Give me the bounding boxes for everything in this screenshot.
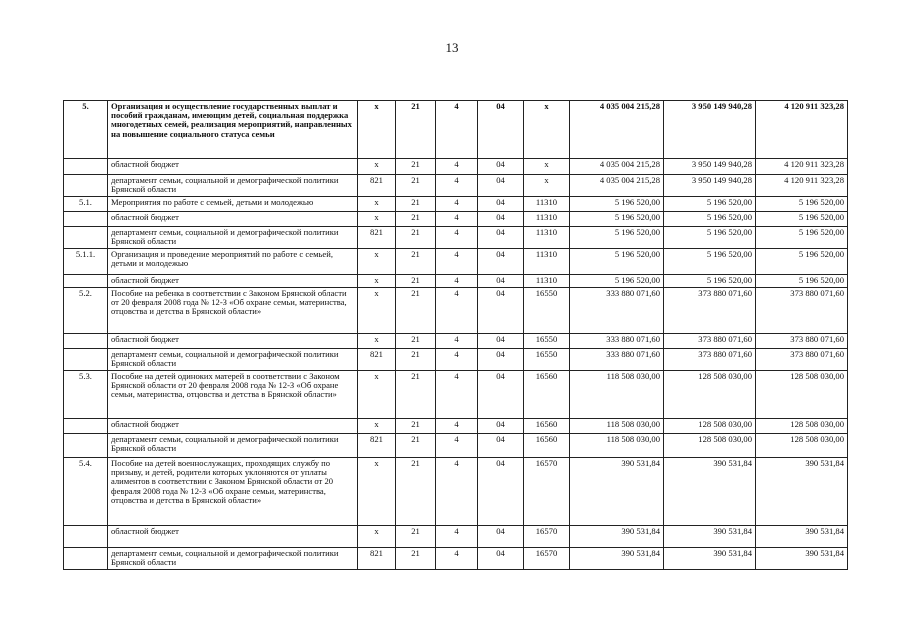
- code-program-cell: 21: [396, 275, 436, 288]
- code-group-cell: 04: [478, 419, 524, 434]
- code-program-cell: 21: [396, 434, 436, 458]
- row-number-cell: [64, 212, 108, 227]
- row-number-cell: [64, 526, 108, 548]
- code-direction-cell: 16570: [524, 526, 570, 548]
- code-group-cell: 04: [478, 197, 524, 212]
- code-group-cell: 04: [478, 101, 524, 159]
- row-name-cell: Организация и осуществление государственных выплат и пособий гражданам, имеющим детей, социальная поддержка многодетных семей, реализация мероприятий, направленных на повышение социального статуса семьи: [108, 101, 358, 159]
- row-number-cell: 5.2.: [64, 288, 108, 334]
- table-row: [64, 371, 848, 419]
- row-name-cell: областной бюджет: [108, 212, 358, 227]
- code-direction-cell: x: [524, 101, 570, 159]
- amount-year1-cell: 5 196 520,00: [570, 197, 664, 212]
- amount-year2-cell: 128 508 030,00: [664, 419, 756, 434]
- row-name-cell: областной бюджет: [108, 275, 358, 288]
- row-name-cell: областной бюджет: [108, 334, 358, 349]
- amount-year3-cell: 373 880 071,60: [756, 288, 848, 334]
- amount-year1-cell: 390 531,84: [570, 458, 664, 526]
- code-program-cell: 21: [396, 227, 436, 249]
- amount-year2-cell: 3 950 149 940,28: [664, 175, 756, 197]
- row-name-cell: департамент семьи, социальной и демографической политики Брянской области: [108, 548, 358, 570]
- code-subprogram-cell: 4: [436, 212, 478, 227]
- code-ministry-cell: x: [358, 101, 396, 159]
- code-group-cell: 04: [478, 175, 524, 197]
- amount-year2-cell: 128 508 030,00: [664, 434, 756, 458]
- amount-year2-cell: 3 950 149 940,28: [664, 101, 756, 159]
- amount-year1-cell: 4 035 004 215,28: [570, 101, 664, 159]
- code-subprogram-cell: 4: [436, 548, 478, 570]
- amount-year3-cell: 4 120 911 323,28: [756, 159, 848, 175]
- amount-year1-cell: 333 880 071,60: [570, 334, 664, 349]
- code-subprogram-cell: 4: [436, 434, 478, 458]
- page-number: 13: [445, 40, 459, 55]
- code-group-cell: 04: [478, 371, 524, 419]
- code-subprogram-cell: 4: [436, 458, 478, 526]
- code-ministry-cell: 821: [358, 548, 396, 570]
- code-subprogram-cell: 4: [436, 334, 478, 349]
- table-row: [64, 458, 848, 526]
- code-ministry-cell: x: [358, 458, 396, 526]
- code-program-cell: 21: [396, 212, 436, 227]
- code-group-cell: 04: [478, 227, 524, 249]
- row-number-cell: 5.1.1.: [64, 249, 108, 275]
- row-number-cell: 5.4.: [64, 458, 108, 526]
- code-direction-cell: 16570: [524, 548, 570, 570]
- table-row: [64, 197, 848, 212]
- amount-year1-cell: 4 035 004 215,28: [570, 175, 664, 197]
- row-name-cell: областной бюджет: [108, 419, 358, 434]
- code-group-cell: 04: [478, 275, 524, 288]
- code-subprogram-cell: 4: [436, 101, 478, 159]
- code-group-cell: 04: [478, 249, 524, 275]
- code-direction-cell: 11310: [524, 197, 570, 212]
- amount-year1-cell: 5 196 520,00: [570, 249, 664, 275]
- table-row: [64, 419, 848, 434]
- amount-year1-cell: 5 196 520,00: [570, 212, 664, 227]
- table-row: [64, 101, 848, 159]
- amount-year1-cell: 333 880 071,60: [570, 288, 664, 334]
- code-group-cell: 04: [478, 434, 524, 458]
- amount-year1-cell: 390 531,84: [570, 526, 664, 548]
- budget-table: [63, 100, 848, 570]
- code-subprogram-cell: 4: [436, 249, 478, 275]
- code-program-cell: 21: [396, 419, 436, 434]
- code-direction-cell: 16550: [524, 334, 570, 349]
- amount-year1-cell: 118 508 030,00: [570, 419, 664, 434]
- row-number-cell: [64, 548, 108, 570]
- amount-year3-cell: 5 196 520,00: [756, 212, 848, 227]
- amount-year2-cell: 5 196 520,00: [664, 275, 756, 288]
- code-subprogram-cell: 4: [436, 227, 478, 249]
- amount-year2-cell: 373 880 071,60: [664, 349, 756, 371]
- code-group-cell: 04: [478, 212, 524, 227]
- row-number-cell: [64, 434, 108, 458]
- code-direction-cell: 11310: [524, 212, 570, 227]
- amount-year3-cell: 5 196 520,00: [756, 249, 848, 275]
- row-number-cell: [64, 275, 108, 288]
- amount-year2-cell: 5 196 520,00: [664, 227, 756, 249]
- amount-year3-cell: 4 120 911 323,28: [756, 175, 848, 197]
- code-ministry-cell: x: [358, 288, 396, 334]
- code-program-cell: 21: [396, 458, 436, 526]
- amount-year2-cell: 3 950 149 940,28: [664, 159, 756, 175]
- code-ministry-cell: x: [358, 419, 396, 434]
- amount-year2-cell: 5 196 520,00: [664, 249, 756, 275]
- code-ministry-cell: 821: [358, 227, 396, 249]
- amount-year3-cell: 390 531,84: [756, 526, 848, 548]
- row-number-cell: [64, 159, 108, 175]
- amount-year1-cell: 333 880 071,60: [570, 349, 664, 371]
- row-name-cell: Пособие на детей военнослужащих, проходящих службу по призыву, и детей, родители которых уклоняются от уплаты алиментов в соответствии с Законом Брянской области от 20 февраля 2008 года № 12-З «Об охране семьи, материнства, отцовства и детства в Брянской области»: [108, 458, 358, 526]
- amount-year1-cell: 5 196 520,00: [570, 275, 664, 288]
- row-number-cell: [64, 419, 108, 434]
- code-subprogram-cell: 4: [436, 159, 478, 175]
- code-ministry-cell: x: [358, 159, 396, 175]
- amount-year2-cell: 390 531,84: [664, 548, 756, 570]
- code-program-cell: 21: [396, 334, 436, 349]
- code-subprogram-cell: 4: [436, 197, 478, 212]
- amount-year2-cell: 5 196 520,00: [664, 212, 756, 227]
- amount-year2-cell: 5 196 520,00: [664, 197, 756, 212]
- code-direction-cell: 16570: [524, 458, 570, 526]
- code-direction-cell: x: [524, 159, 570, 175]
- code-ministry-cell: x: [358, 371, 396, 419]
- amount-year3-cell: 390 531,84: [756, 548, 848, 570]
- amount-year3-cell: 128 508 030,00: [756, 371, 848, 419]
- amount-year1-cell: 5 196 520,00: [570, 227, 664, 249]
- amount-year3-cell: 5 196 520,00: [756, 197, 848, 212]
- amount-year1-cell: 390 531,84: [570, 548, 664, 570]
- amount-year2-cell: 390 531,84: [664, 526, 756, 548]
- code-program-cell: 21: [396, 159, 436, 175]
- row-number-cell: 5.3.: [64, 371, 108, 419]
- table-row: [64, 175, 848, 197]
- code-ministry-cell: x: [358, 249, 396, 275]
- code-subprogram-cell: 4: [436, 288, 478, 334]
- table-row: [64, 275, 848, 288]
- code-subprogram-cell: 4: [436, 419, 478, 434]
- table-row: [64, 288, 848, 334]
- amount-year3-cell: 128 508 030,00: [756, 434, 848, 458]
- row-number-cell: 5.1.: [64, 197, 108, 212]
- row-name-cell: департамент семьи, социальной и демографической политики Брянской области: [108, 434, 358, 458]
- amount-year3-cell: 5 196 520,00: [756, 227, 848, 249]
- row-number-cell: [64, 227, 108, 249]
- table-row: [64, 212, 848, 227]
- code-subprogram-cell: 4: [436, 275, 478, 288]
- code-program-cell: 21: [396, 101, 436, 159]
- table-row: [64, 526, 848, 548]
- code-ministry-cell: 821: [358, 349, 396, 371]
- row-name-cell: департамент семьи, социальной и демографической политики Брянской области: [108, 349, 358, 371]
- code-group-cell: 04: [478, 288, 524, 334]
- row-name-cell: департамент семьи, социальной и демографической политики Брянской области: [108, 227, 358, 249]
- code-subprogram-cell: 4: [436, 371, 478, 419]
- row-number-cell: 5.: [64, 101, 108, 159]
- row-name-cell: Мероприятия по работе с семьей, детьми и молодежью: [108, 197, 358, 212]
- code-group-cell: 04: [478, 458, 524, 526]
- amount-year3-cell: 128 508 030,00: [756, 419, 848, 434]
- code-program-cell: 21: [396, 349, 436, 371]
- amount-year2-cell: 373 880 071,60: [664, 288, 756, 334]
- row-name-cell: областной бюджет: [108, 159, 358, 175]
- code-group-cell: 04: [478, 526, 524, 548]
- code-subprogram-cell: 4: [436, 526, 478, 548]
- code-ministry-cell: x: [358, 334, 396, 349]
- amount-year1-cell: 118 508 030,00: [570, 434, 664, 458]
- code-direction-cell: 16560: [524, 371, 570, 419]
- code-program-cell: 21: [396, 288, 436, 334]
- table-row: [64, 548, 848, 570]
- amount-year3-cell: 390 531,84: [756, 458, 848, 526]
- row-number-cell: [64, 175, 108, 197]
- row-number-cell: [64, 334, 108, 349]
- amount-year1-cell: 4 035 004 215,28: [570, 159, 664, 175]
- amount-year2-cell: 373 880 071,60: [664, 334, 756, 349]
- amount-year3-cell: 373 880 071,60: [756, 349, 848, 371]
- amount-year3-cell: 373 880 071,60: [756, 334, 848, 349]
- code-program-cell: 21: [396, 548, 436, 570]
- amount-year3-cell: 5 196 520,00: [756, 275, 848, 288]
- amount-year3-cell: 4 120 911 323,28: [756, 101, 848, 159]
- row-name-cell: Пособие на ребенка в соответствии с Законом Брянской области от 20 февраля 2008 года № 12-З «Об охране семьи, материнства, отцовства и детства в Брянской области»: [108, 288, 358, 334]
- code-ministry-cell: 821: [358, 434, 396, 458]
- code-group-cell: 04: [478, 548, 524, 570]
- code-direction-cell: 11310: [524, 275, 570, 288]
- table-row: [64, 349, 848, 371]
- code-direction-cell: 16560: [524, 419, 570, 434]
- amount-year2-cell: 390 531,84: [664, 458, 756, 526]
- code-program-cell: 21: [396, 371, 436, 419]
- code-ministry-cell: x: [358, 212, 396, 227]
- code-ministry-cell: 821: [358, 175, 396, 197]
- code-direction-cell: 11310: [524, 227, 570, 249]
- amount-year2-cell: 128 508 030,00: [664, 371, 756, 419]
- code-ministry-cell: x: [358, 197, 396, 212]
- table-row: [64, 159, 848, 175]
- code-program-cell: 21: [396, 175, 436, 197]
- code-subprogram-cell: 4: [436, 349, 478, 371]
- code-subprogram-cell: 4: [436, 175, 478, 197]
- code-ministry-cell: x: [358, 526, 396, 548]
- code-program-cell: 21: [396, 526, 436, 548]
- row-number-cell: [64, 349, 108, 371]
- row-name-cell: областной бюджет: [108, 526, 358, 548]
- code-program-cell: 21: [396, 249, 436, 275]
- code-group-cell: 04: [478, 349, 524, 371]
- row-name-cell: Организация и проведение мероприятий по работе с семьей, детьми и молодежью: [108, 249, 358, 275]
- amount-year1-cell: 118 508 030,00: [570, 371, 664, 419]
- code-group-cell: 04: [478, 334, 524, 349]
- table-row: [64, 434, 848, 458]
- row-name-cell: Пособие на детей одиноких матерей в соответствии с Законом Брянской области от 20 февраля 2008 года № 12-З «Об охране семьи, материнства, отцовства и детства в Брянской области»: [108, 371, 358, 419]
- code-program-cell: 21: [396, 197, 436, 212]
- code-direction-cell: 16560: [524, 434, 570, 458]
- table-row: [64, 227, 848, 249]
- code-direction-cell: 11310: [524, 249, 570, 275]
- code-group-cell: 04: [478, 159, 524, 175]
- code-direction-cell: x: [524, 175, 570, 197]
- table-row: [64, 249, 848, 275]
- table-row: [64, 334, 848, 349]
- code-direction-cell: 16550: [524, 349, 570, 371]
- code-ministry-cell: x: [358, 275, 396, 288]
- row-name-cell: департамент семьи, социальной и демографической политики Брянской области: [108, 175, 358, 197]
- code-direction-cell: 16550: [524, 288, 570, 334]
- table-body: [64, 101, 848, 570]
